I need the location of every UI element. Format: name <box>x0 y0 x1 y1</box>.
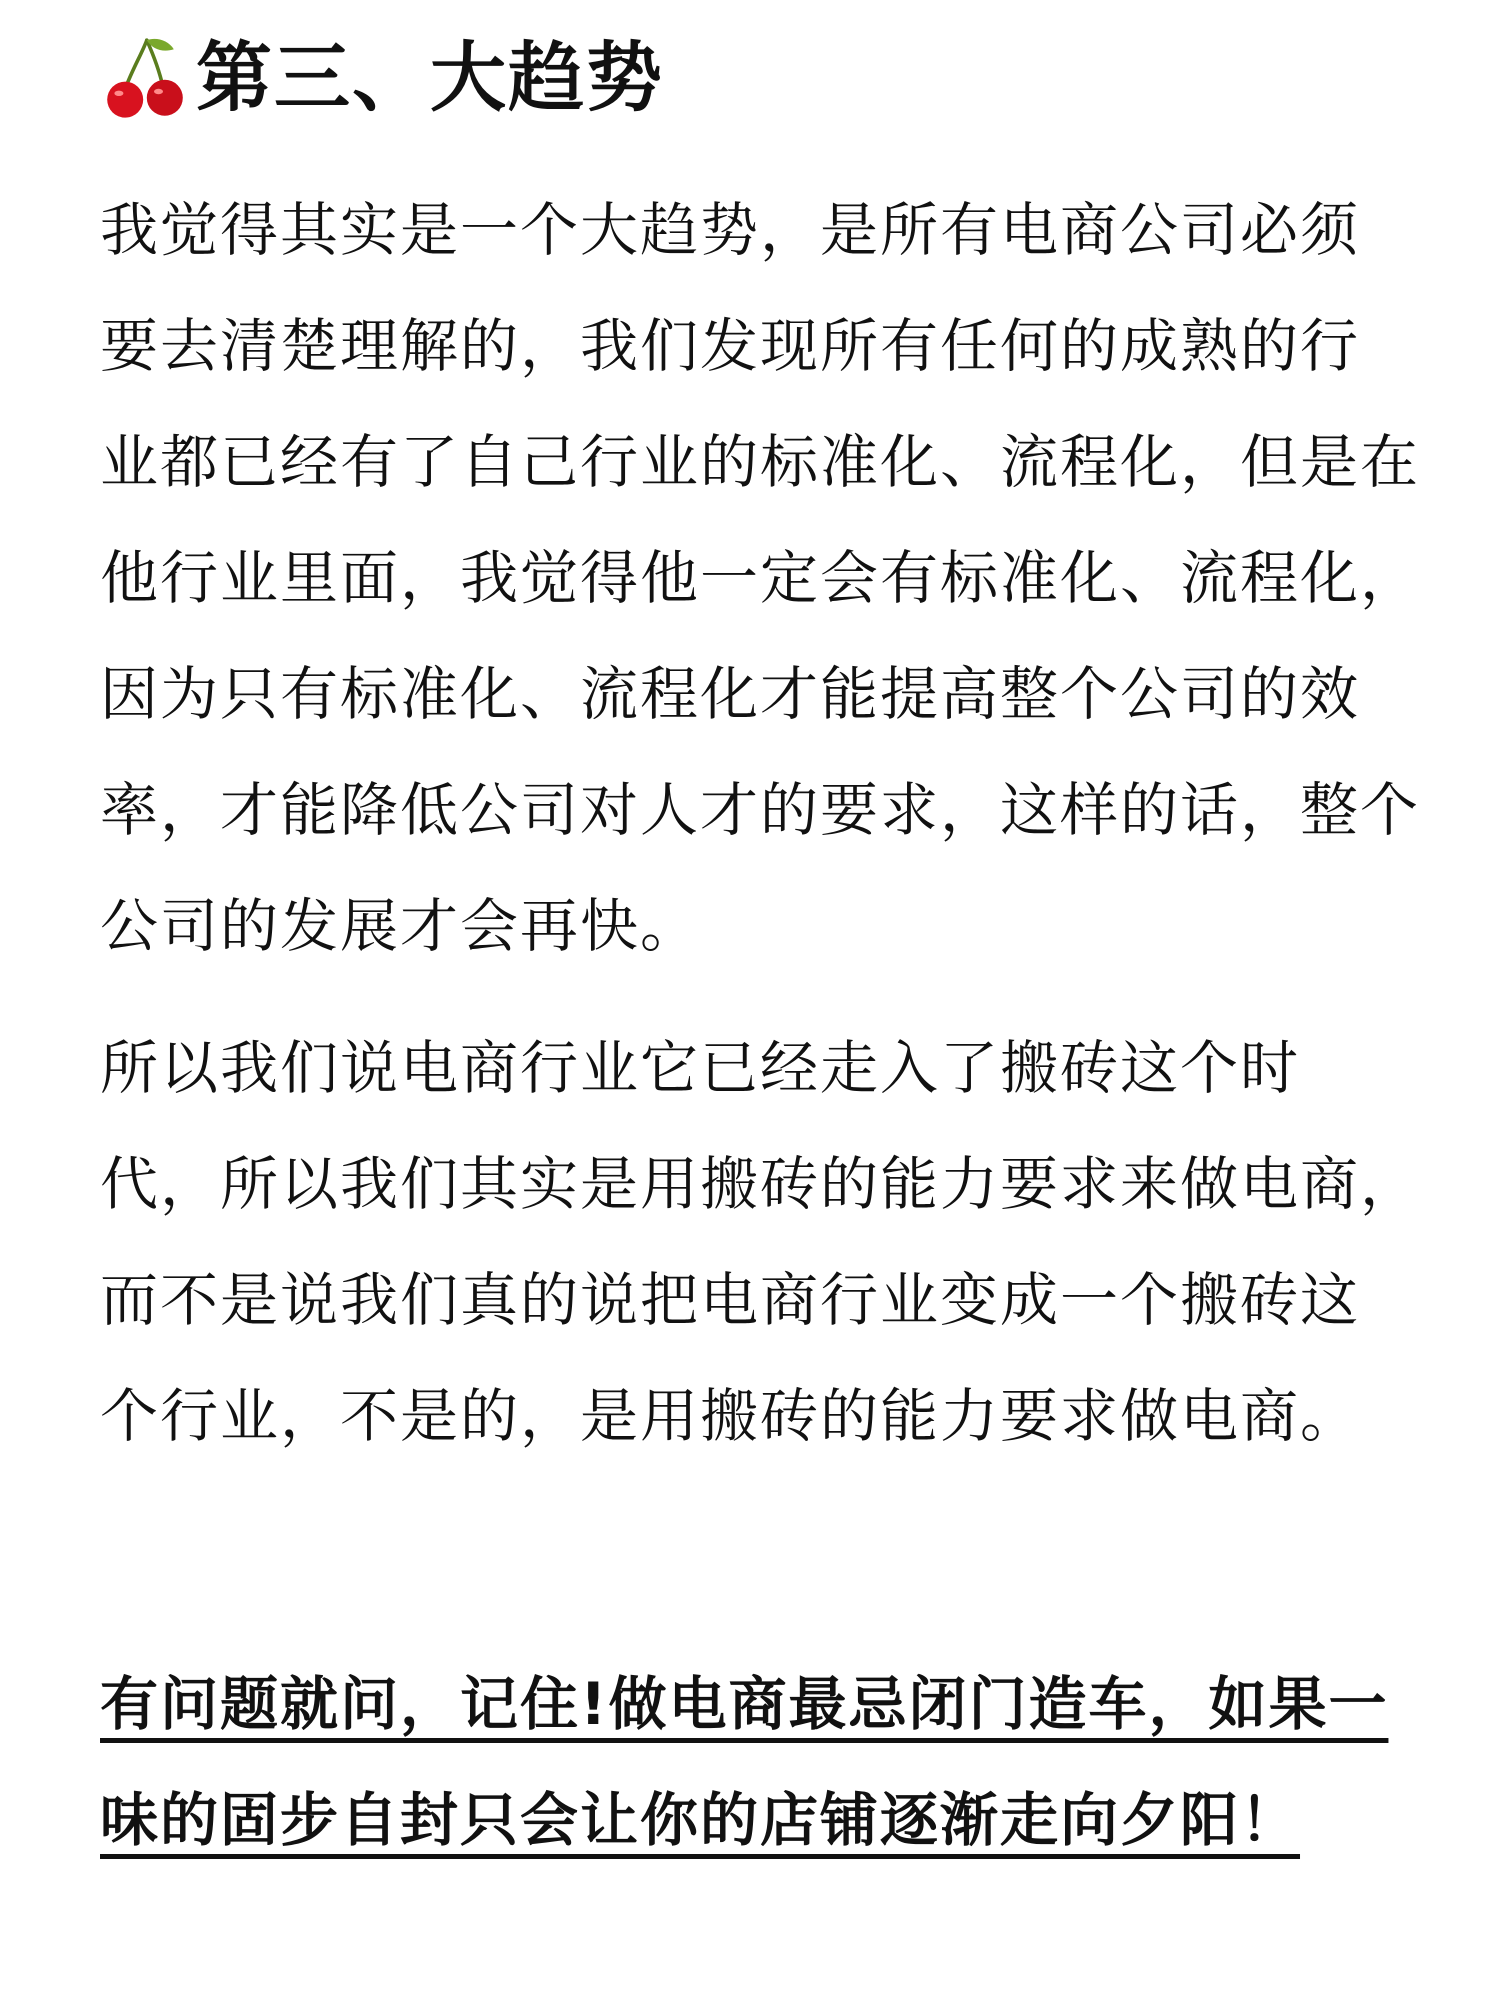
paragraph-line: 我觉得其实是一个大趋势，是所有电商公司必须 <box>100 196 1361 264</box>
paragraph-line: 率，才能降低公司对人才的要求，这样的话，整个 <box>100 776 1421 844</box>
paragraph-line: 而不是说我们真的说把电商行业变成一个搬砖这 <box>100 1266 1361 1334</box>
paragraph-line: 个行业，不是的，是用搬砖的能力要求做电商。 <box>100 1382 1361 1450</box>
paragraph-line: 业都已经有了自己行业的标准化、流程化，但是在 <box>100 428 1421 496</box>
callout-text: 有问题就问，记住!做电商最忌闭门造车，如果一 <box>100 1670 1389 1738</box>
paragraph-line: 要去清楚理解的，我们发现所有任何的成熟的行 <box>100 312 1361 380</box>
cherry-icon <box>100 33 190 123</box>
paragraph-2 <box>100 1010 1420 1474</box>
paragraph-line: 公司的发展才会再快。 <box>100 892 701 960</box>
callout-text: 味的固步自封只会让你的店铺逐渐走向夕阳！ <box>100 1786 1301 1854</box>
paragraph-line: 代，所以我们其实是用搬砖的能力要求来做电商， <box>100 1150 1421 1218</box>
paragraph-1 <box>100 172 1420 984</box>
paragraph-line: 所以我们说电商行业它已经走入了搬砖这个时 <box>100 1034 1301 1102</box>
callout-line <box>100 1762 1420 1878</box>
section-heading <box>100 28 664 128</box>
paragraph-line: 他行业里面，我觉得他一定会有标准化、流程化， <box>100 544 1421 612</box>
underlined-callout <box>100 1646 1420 1878</box>
callout-line <box>100 1646 1420 1762</box>
section-title: 第三、大趋势 <box>196 33 664 122</box>
paragraph-line: 因为只有标准化、流程化才能提高整个公司的效 <box>100 660 1361 728</box>
